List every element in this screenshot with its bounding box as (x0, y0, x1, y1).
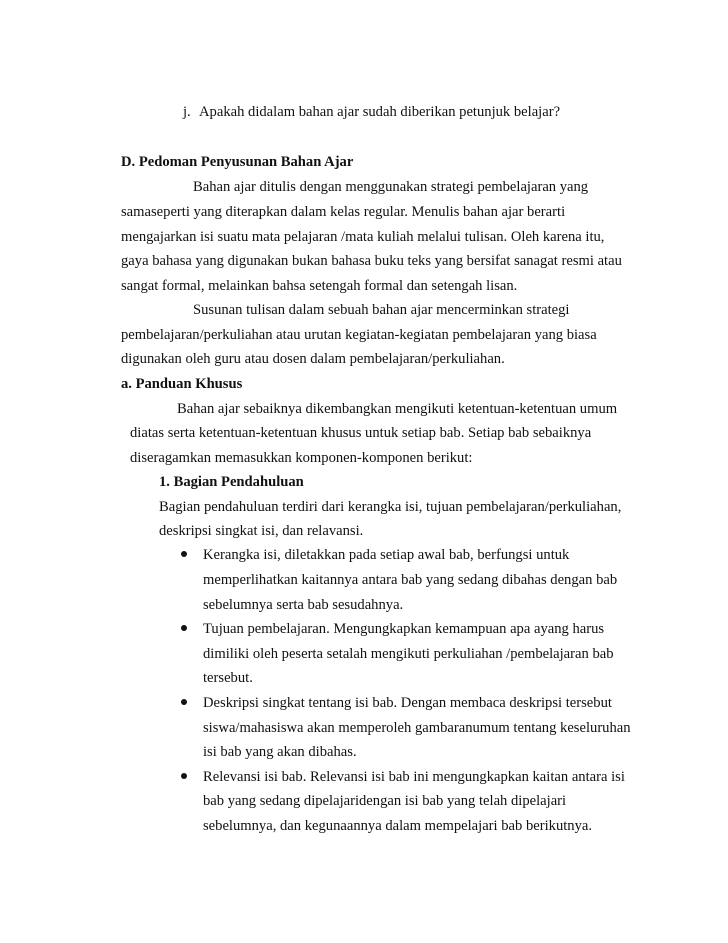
paragraph-line: sangat formal, melainkan bahsa setengah formal dan setengah lisan. (121, 278, 518, 294)
bullet-line: tersebut. (203, 670, 253, 686)
bullet-line: sebelumnya, dan kegunaannya dalam mempelajari bab berikutnya. (203, 818, 593, 834)
paragraph-line: Susunan tulisan dalam sebuah bahan ajar mencerminkan strategi (193, 302, 570, 318)
bullet-line: bab yang sedang dipelajaridengan isi bab yang telah dipelajari (203, 793, 567, 809)
bullet-line: Kerangka isi, diletakkan pada setiap awal bab, berfungsi untuk (203, 547, 570, 563)
bullet-line: Relevansi isi bab. Relevansi isi bab ini mengungkapkan kaitan antara isi (203, 769, 625, 785)
bullet-icon (181, 625, 187, 631)
paragraph-line: digunakan oleh guru atau dosen dalam pembelajaran/perkuliahan. (121, 351, 505, 367)
item-heading: 1. Bagian Pendahuluan (159, 474, 304, 490)
paragraph-line: mengajarkan isi suatu mata pelajaran /mata kuliah melalui tulisan. Oleh karena itu, (121, 229, 605, 245)
paragraph-line: gaya bahasa yang digunakan bukan bahasa buku teks yang bersifat sanagat resmi atau (121, 253, 622, 269)
paragraph-line: samaseperti yang diterapkan dalam kelas regular. Menulis bahan ajar berarti (121, 204, 566, 220)
paragraph-line: Bagian pendahuluan terdiri dari kerangka isi, tujuan pembelajaran/perkuliahan, (159, 499, 622, 515)
bullet-icon (181, 551, 187, 557)
paragraph-line: diatas serta ketentuan-ketentuan khusus untuk setiap bab. Setiap bab sebaiknya (130, 425, 592, 441)
paragraph-line: diseragamkan memasukkan komponen-komponen berikut: (130, 450, 473, 466)
section-heading: D. Pedoman Penyusunan Bahan Ajar (121, 154, 354, 170)
paragraph-line: deskripsi singkat isi, dan relavansi. (159, 523, 364, 539)
paragraph-line: Bahan ajar sebaiknya dikembangkan mengikuti ketentuan-ketentuan umum (177, 401, 618, 417)
list-item-j-text: Apakah didalam bahan ajar sudah diberikan petunjuk belajar? (199, 104, 561, 120)
bullet-line: memperlihatkan kaitannya antara bab yang sedang dibahas dengan bab (203, 572, 618, 588)
bullet-line: dimiliki oleh peserta setalah mengikuti perkuliahan /pembelajaran bab (203, 646, 614, 662)
paragraph-line: pembelajaran/perkuliahan atau urutan kegiatan-kegiatan pembelajaran yang biasa (121, 327, 597, 343)
bullet-icon (181, 773, 187, 779)
paragraph-line: Bahan ajar ditulis dengan menggunakan strategi pembelajaran yang (193, 179, 589, 195)
bullet-icon (181, 699, 187, 705)
subsection-heading: a. Panduan Khusus (121, 376, 243, 392)
bullet-line: Tujuan pembelajaran. Mengungkapkan kemampuan apa ayang harus (203, 621, 605, 637)
list-marker-j: j. (183, 104, 191, 120)
bullet-line: Deskripsi singkat tentang isi bab. Dengan membaca deskripsi tersebut (203, 695, 612, 711)
bullet-line: siswa/mahasiswa akan memperoleh gambaranumum tentang keseluruhan (203, 720, 631, 736)
bullet-line: isi bab yang akan dibahas. (203, 744, 357, 760)
bullet-line: sebelumnya serta bab sesudahnya. (203, 597, 404, 613)
